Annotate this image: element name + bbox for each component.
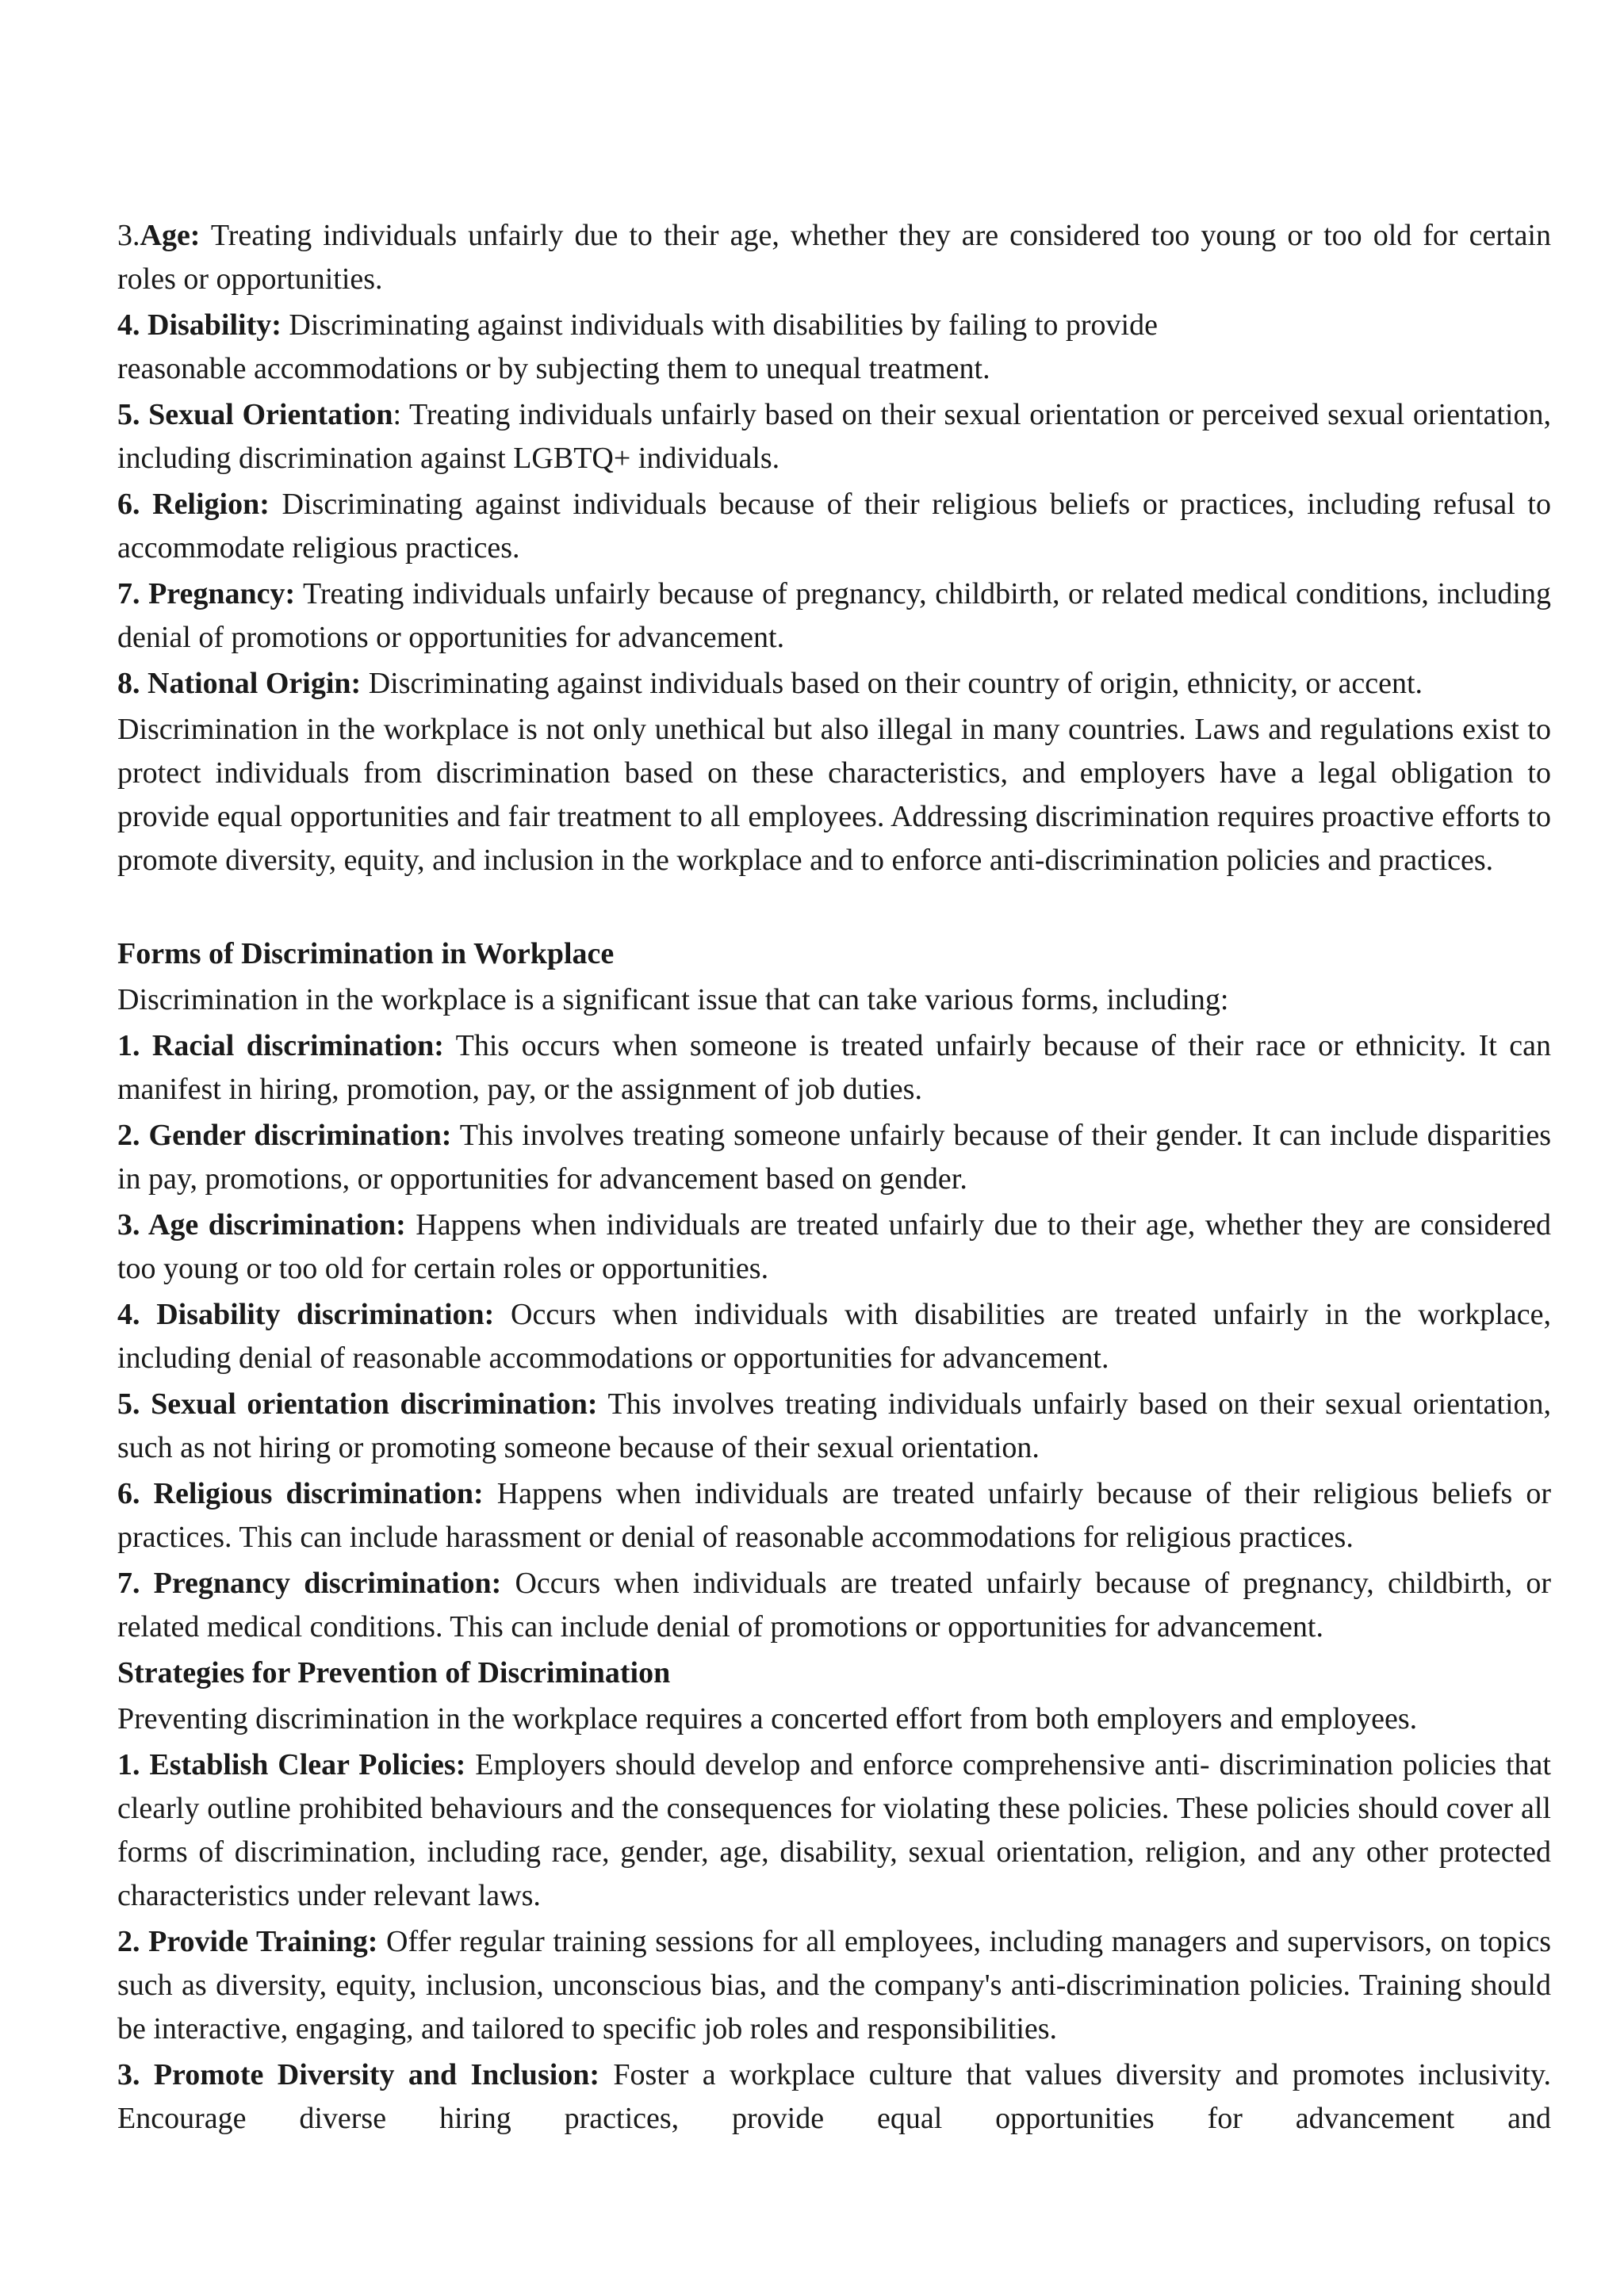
strategies-intro: Preventing discrimination in the workplace requires a concerted effort from both employers and employees. bbox=[117, 1702, 1418, 1735]
forms-heading: Forms of Discrimination in Workplace bbox=[117, 937, 615, 970]
item-label: 1. Establish Clear Policies: bbox=[117, 1748, 466, 1781]
item-text: Happens when individuals are treated unfairly due to their age, whether they are considered too young or too old for certain roles or opportunities. bbox=[117, 1208, 1551, 1285]
forms-intro: Discrimination in the workplace is a significant issue that can take various forms, including: bbox=[117, 983, 1229, 1016]
list-item-disability bbox=[117, 304, 1551, 391]
item-label: Age: bbox=[140, 219, 201, 252]
list-item-national-origin bbox=[117, 662, 1551, 706]
item-label: 1. Racial discrimination: bbox=[117, 1029, 444, 1062]
section-spacer bbox=[117, 885, 1551, 932]
list-item-sexual-orientation bbox=[117, 393, 1551, 480]
item-prefix: 3. bbox=[117, 219, 140, 252]
item-text: Foster a workplace culture that values diversity and promotes inclusivity. Encourage diverse hiring practices, provide equal opportunities for advancement and bbox=[117, 2058, 1551, 2135]
list-item-age bbox=[117, 214, 1551, 301]
item-text: Discriminating against individuals with disabilities by failing to provide bbox=[281, 308, 1158, 342]
item-text: Occurs when individuals are treated unfairly because of pregnancy, childbirth, or related medical conditions. This can include denial of promotions or opportunities for advancement. bbox=[117, 1567, 1551, 1644]
strategies-heading: Strategies for Prevention of Discrimination bbox=[117, 1656, 671, 1689]
forms-item-sexual-orientation bbox=[117, 1383, 1551, 1470]
strategies-item-training bbox=[117, 1920, 1551, 2051]
item-text: : Treating individuals unfairly based on their sexual orientation or perceived sexual orientation, including discrimination against LGBTQ+ individuals. bbox=[117, 398, 1551, 475]
item-label: 7. Pregnancy discrimination: bbox=[117, 1567, 502, 1600]
item-text: This involves treating someone unfairly because of their gender. It can include disparities in pay, promotions, or opportunities for advancement based on gender. bbox=[117, 1119, 1551, 1196]
item-label: 5. Sexual Orientation bbox=[117, 398, 393, 431]
item-text: Occurs when individuals with disabilities are treated unfairly in the workplace, including denial of reasonable accommodations or opportunities for advancement. bbox=[117, 1298, 1551, 1375]
forms-item-gender bbox=[117, 1114, 1551, 1201]
list-item-pregnancy bbox=[117, 572, 1551, 660]
item-text: Discriminating against individuals because of their religious beliefs or practices, including refusal to accommodate religious practices. bbox=[117, 488, 1551, 564]
item-label: 2. Gender discrimination: bbox=[117, 1119, 452, 1152]
item-label: 6. Religion: bbox=[117, 488, 270, 521]
item-label: 7. Pregnancy: bbox=[117, 577, 296, 610]
item-text: Happens when individuals are treated unfairly because of their religious beliefs or practices. This can include harassment or denial of reasonable accommodations for religious practices. bbox=[117, 1477, 1551, 1554]
forms-item-pregnancy bbox=[117, 1562, 1551, 1649]
item-label: 2. Provide Training: bbox=[117, 1925, 378, 1958]
strategies-item-diversity bbox=[117, 2053, 1551, 2141]
item-text: This involves treating individuals unfairly based on their sexual orientation, such as not hiring or promoting someone because of their sexual orientation. bbox=[117, 1387, 1551, 1464]
strategies-item-policies bbox=[117, 1743, 1551, 1918]
forms-item-religious bbox=[117, 1472, 1551, 1559]
item-label: 3. Promote Diversity and Inclusion: bbox=[117, 2058, 600, 2091]
item-text: Treating individuals unfairly because of pregnancy, childbirth, or related medical conditions, including denial of promotions or opportunities for advancement. bbox=[117, 577, 1551, 654]
forms-item-disability bbox=[117, 1293, 1551, 1380]
item-label: 4. Disability: bbox=[117, 308, 282, 342]
item-label: 6. Religious discrimination: bbox=[117, 1477, 484, 1510]
item-text: Employers should develop and enforce comprehensive anti- discrimination policies that clearly outline prohibited behaviours and the consequences for violating these policies. These policies should cover all forms of discrimination, including race, gender, age, disability, sexual orientation, religion, and any other protected characteristics under relevant laws. bbox=[117, 1748, 1551, 1912]
item-text: This occurs when someone is treated unfairly because of their race or ethnicity. It can manifest in hiring, promotion, pay, or the assignment of job duties. bbox=[117, 1029, 1552, 1106]
forms-item-age bbox=[117, 1203, 1551, 1291]
item-text: Treating individuals unfairly due to their age, whether they are considered too young or too old for certain roles or opportunities. bbox=[117, 219, 1551, 296]
item-label: 4. Disability discrimination: bbox=[117, 1298, 495, 1331]
item-label: 5. Sexual orientation discrimination: bbox=[117, 1387, 598, 1421]
item-text: Offer regular training sessions for all employees, including managers and supervisors, on topics such as diversity, equity, inclusion, unconscious bias, and the company's anti-discrimination policies. Training should be interactive, engaging, and tailored to specific job roles and responsibilities. bbox=[117, 1925, 1551, 2045]
document-page bbox=[117, 214, 1551, 2143]
forms-item-racial bbox=[117, 1024, 1551, 1112]
list-item-religion bbox=[117, 483, 1551, 570]
summary-paragraph: Discrimination in the workplace is not only unethical but also illegal in many countries. Laws and regulations exist to protect individuals from discrimination based on these characteristics, and employers have a legal obligation to provide equal opportunities and fair treatment to all employees. Addressing discrimination requires proactive efforts to promote diversity, equity, and inclusion in the workplace and to enforce anti-discrimination policies and practices. bbox=[117, 713, 1551, 877]
item-text-continued: reasonable accommodations or by subjecting them to unequal treatment. bbox=[117, 352, 990, 385]
item-label: 3. Age discrimination: bbox=[117, 1208, 406, 1242]
item-text: Discriminating against individuals based on their country of origin, ethnicity, or accent. bbox=[361, 667, 1423, 700]
item-label: 8. National Origin: bbox=[117, 667, 362, 700]
